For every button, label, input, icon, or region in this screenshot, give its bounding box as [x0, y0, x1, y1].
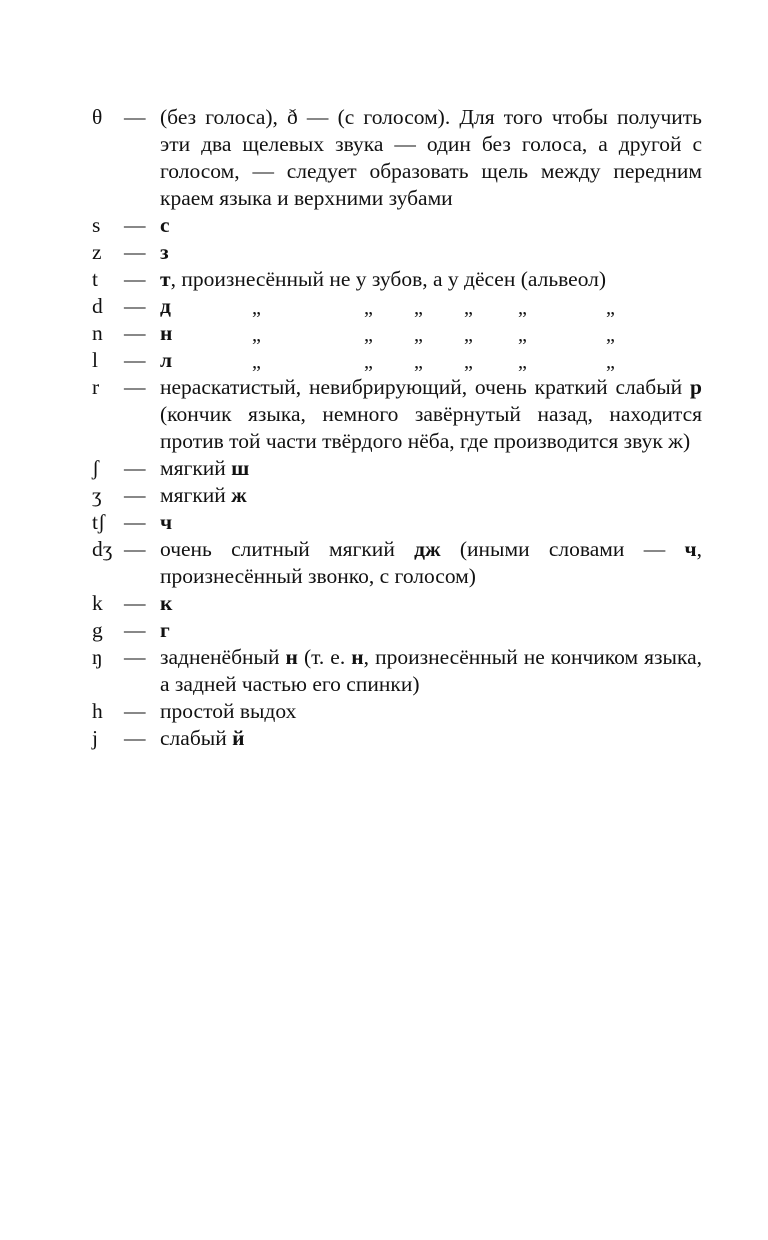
- entry-row: [92, 644, 702, 698]
- em-dash: —: [124, 699, 146, 723]
- em-dash: —: [124, 321, 146, 345]
- description: [160, 698, 702, 725]
- ditto-description: [160, 347, 702, 374]
- ditto-mark: „: [414, 297, 422, 319]
- bold-cyrillic-letter: н: [351, 645, 364, 669]
- description-text: (без голоса), ð — (с голосом). Для того чтобы получить эти два щелевых звука — один без голоса, а другой с голосом, — следует образовать щель между передним краем языка и верхними зубами: [160, 105, 702, 210]
- bold-cyrillic-letter: р: [690, 375, 702, 399]
- description: [160, 239, 702, 266]
- phonetic-symbol: dʒ: [92, 537, 113, 561]
- description: [160, 725, 702, 752]
- description-text: очень слитный мягкий: [160, 537, 415, 561]
- ditto-mark: „: [606, 297, 614, 319]
- ditto-mark: „: [252, 297, 260, 319]
- entry-row: [92, 293, 702, 320]
- phonetic-symbol: n: [92, 321, 103, 345]
- bold-cyrillic-letter: й: [232, 726, 245, 750]
- phonetic-symbol: tʃ: [92, 510, 106, 534]
- description-letter: л: [160, 348, 173, 372]
- em-dash: —: [124, 240, 146, 264]
- bold-cyrillic-letter: дж: [414, 537, 441, 561]
- entry-row: [92, 617, 702, 644]
- phonetic-symbol: l: [92, 348, 98, 372]
- bold-cyrillic-letter: н: [285, 645, 298, 669]
- bold-cyrillic-letter: к: [160, 591, 173, 615]
- description-text: мягкий: [160, 483, 232, 507]
- phonetic-symbol: z: [92, 240, 102, 264]
- ditto-description: [160, 320, 702, 347]
- phonetic-symbol: g: [92, 618, 103, 642]
- description: [160, 509, 702, 536]
- entry-row: [92, 239, 702, 266]
- bold-cyrillic-letter: ш: [231, 456, 250, 480]
- bold-cyrillic-letter: з: [160, 240, 169, 264]
- bold-cyrillic-letter: ж: [231, 483, 247, 507]
- description: [160, 212, 702, 239]
- bold-cyrillic-letter: г: [160, 618, 170, 642]
- entry-row: [92, 536, 702, 590]
- ditto-mark: „: [518, 351, 526, 373]
- entry-row: [92, 374, 702, 455]
- phonetic-symbol-list: [92, 104, 702, 752]
- ditto-mark: „: [606, 351, 614, 373]
- description-text: , произнесённый звонко, с голосом): [160, 537, 702, 588]
- em-dash: —: [124, 510, 146, 534]
- ditto-mark: „: [464, 351, 472, 373]
- bold-cyrillic-letter: т: [160, 267, 171, 291]
- description-text: (кончик языка, немного завёрнутый назад, находится против той части твёрдого нёба, где производится звук ж): [160, 402, 702, 453]
- em-dash: —: [124, 645, 146, 669]
- em-dash: —: [124, 375, 146, 399]
- description-text: , произнесённый не кончиком языка, а задней частью его спинки): [160, 645, 703, 696]
- phonetic-symbol: t: [92, 267, 98, 291]
- phonetic-symbol: ʒ: [92, 483, 102, 507]
- bold-cyrillic-letter: ч: [684, 537, 697, 561]
- entry-row: [92, 698, 702, 725]
- ditto-mark: „: [464, 297, 472, 319]
- ditto-mark: „: [252, 324, 260, 346]
- entry-row: [92, 212, 702, 239]
- em-dash: —: [124, 483, 146, 507]
- description: [160, 374, 702, 455]
- description: [160, 644, 702, 698]
- ditto-mark: „: [518, 324, 526, 346]
- em-dash: —: [124, 726, 146, 750]
- description: [160, 536, 702, 590]
- description-text: (т. е.: [297, 645, 352, 669]
- phonetic-symbol: s: [92, 213, 101, 237]
- ditto-mark: „: [364, 324, 372, 346]
- em-dash: —: [124, 591, 146, 615]
- description: [160, 590, 702, 617]
- ditto-mark: „: [518, 297, 526, 319]
- ditto-mark: „: [364, 351, 372, 373]
- description: [160, 455, 702, 482]
- entry-row: [92, 482, 702, 509]
- entry-row: [92, 725, 702, 752]
- em-dash: —: [124, 537, 146, 561]
- description-letter: н: [160, 321, 173, 345]
- phonetic-symbol: ŋ: [92, 645, 103, 669]
- bold-cyrillic-letter: ч: [160, 510, 173, 534]
- phonetic-symbol: θ: [92, 105, 103, 129]
- phonetic-symbol: h: [92, 699, 103, 723]
- description-text: слабый: [160, 726, 233, 750]
- ditto-description: [160, 293, 702, 320]
- phonetic-symbol: ʃ: [92, 456, 100, 480]
- entry-row: [92, 104, 702, 212]
- entry-row: [92, 266, 702, 293]
- description-text: задненёбный: [160, 645, 286, 669]
- ditto-mark: „: [364, 297, 372, 319]
- description-text: мягкий: [160, 456, 232, 480]
- phonetic-symbol: r: [92, 375, 100, 399]
- ditto-mark: „: [414, 324, 422, 346]
- em-dash: —: [124, 267, 146, 291]
- ditto-mark: „: [252, 351, 260, 373]
- entry-row: [92, 509, 702, 536]
- phonetic-symbol: k: [92, 591, 103, 615]
- entry-row: [92, 455, 702, 482]
- em-dash: —: [124, 456, 146, 480]
- description-text: , произнесённый не у зубов, а у дёсен (альвеол): [170, 267, 607, 291]
- description: [160, 104, 702, 212]
- em-dash: —: [124, 213, 146, 237]
- bold-cyrillic-letter: с: [160, 213, 170, 237]
- em-dash: —: [124, 618, 146, 642]
- phonetic-symbol: j: [92, 726, 98, 750]
- phonetic-symbol: d: [92, 294, 103, 318]
- description: [160, 482, 702, 509]
- entry-row: [92, 320, 702, 347]
- description: [160, 266, 702, 293]
- ditto-mark: „: [464, 324, 472, 346]
- description-text: простой выдох: [160, 699, 297, 723]
- description-text: нераскатистый, невибрирующий, очень краткий слабый: [160, 375, 691, 399]
- description-text: (иными словами —: [440, 537, 685, 561]
- description: [160, 617, 702, 644]
- entry-row: [92, 347, 702, 374]
- ditto-mark: „: [414, 351, 422, 373]
- em-dash: —: [124, 348, 146, 372]
- description-letter: д: [160, 294, 171, 318]
- entry-row: [92, 590, 702, 617]
- ditto-mark: „: [606, 324, 614, 346]
- em-dash: —: [124, 105, 146, 129]
- em-dash: —: [124, 294, 146, 318]
